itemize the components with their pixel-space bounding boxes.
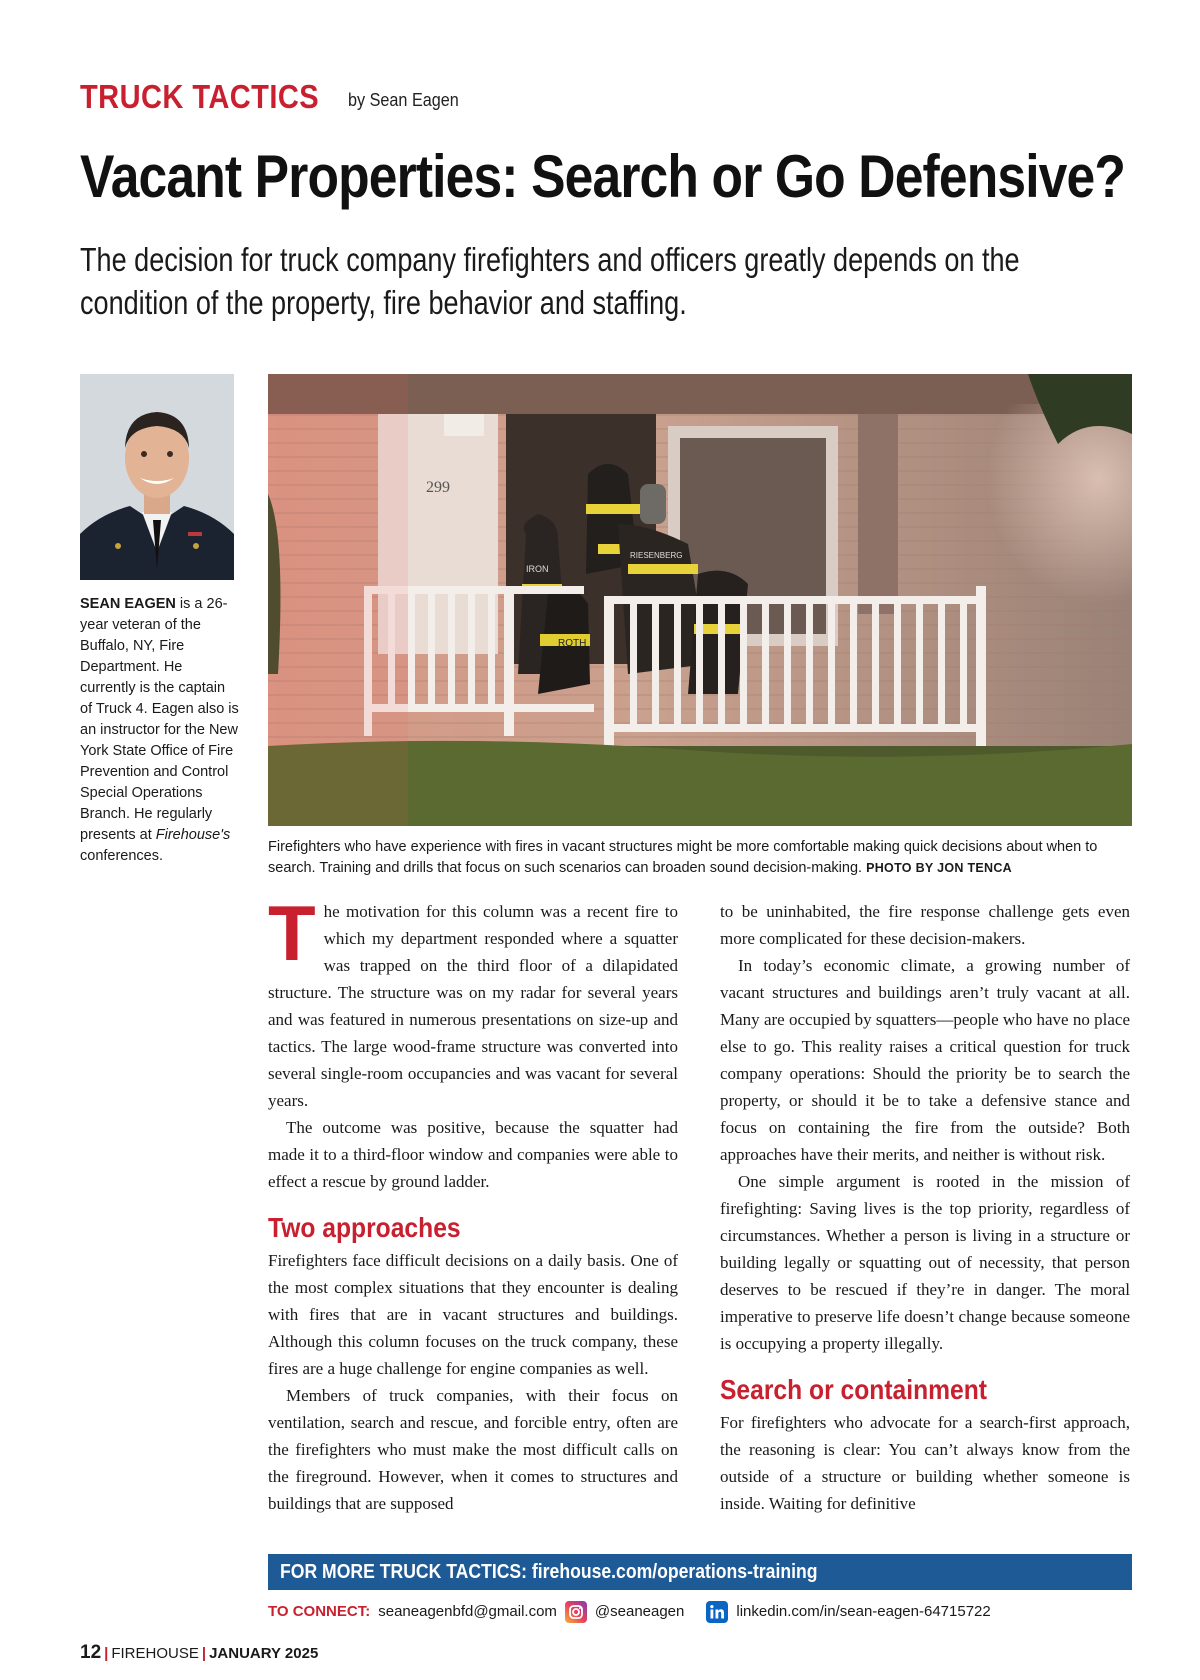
author-photo <box>80 374 234 580</box>
instagram-handle[interactable]: @seaneagen <box>594 1603 685 1620</box>
paragraph-2: The outcome was positive, because the squatter had made it to a third-floor window and companies were able to effect a rescue by ground ladder. <box>268 1118 678 1191</box>
paragraph-3: Firefighters face difficult decisions on a daily basis. One of the most complex situations that they encounter is dealing with fires that are in vacant structures and buildings. Although this column focuses on the truck company, these fires are a huge challenge for engine companies as well. <box>268 1251 678 1378</box>
paragraph-4: Members of truck companies, with their focus on ventilation, search and rescue, and forcible entry, often are the firefighters who must make the most difficult calls on the fireground. However, when it comes to structures and buildings that are supposed <box>268 1386 678 1513</box>
paragraph-8: For firefighters who advocate for a search-first approach, the reasoning is clear: You can’t always know from the outside of a structure or building whether someone is inside. Waiting for definitive <box>720 1413 1130 1513</box>
deck: The decision for truck company firefighters and officers greatly depends on the condition of the property, fire behavior and staffing. <box>80 241 1020 321</box>
page-number: 12 <box>80 1642 102 1663</box>
instagram-icon <box>565 1601 587 1623</box>
turnout-name-roth: ROTH <box>558 638 587 649</box>
house-number: 299 <box>426 479 450 496</box>
photo-credit: PHOTO BY JON TENCA <box>866 861 1013 875</box>
author-bio-text: is a 26-year veteran of the Buffalo, NY, Fire Department. He currently is the captain of Truck 4. Eagen also is an instructor for the New York State Office of Fire Prevention and Control Special Operations Branch. He regularly presents at <box>80 596 239 843</box>
caption-text: Firefighters who have experience with fires in vacant structures might be more comfortable making quick decisions about when to search. Training and drills that focus on such scenarios can broaden sound decision-making. <box>268 839 1098 876</box>
section-label <box>80 78 471 116</box>
paragraph-1 <box>268 889 678 1114</box>
paragraph-1-text: he motivation for this column was a recent fire to which my department responded where a squatter was trapped on the third floor of a dilapidated structure. The structure was on my radar for several years and was featured in numerous presentations on size-up and tactics. The large wood-frame structure was converted into several single-room occupancies and was vacant for several years. <box>268 902 678 1110</box>
linkedin-icon <box>706 1601 728 1623</box>
more-tactics-bar <box>268 1554 1132 1590</box>
body-column-right <box>720 898 1130 1517</box>
photo-caption <box>268 837 1132 879</box>
byline: by Sean Eagen <box>347 90 459 110</box>
connect-row <box>268 1598 991 1626</box>
issue-date: JANUARY 2025 <box>209 1645 319 1662</box>
section-kicker: TRUCK TACTICS <box>80 78 320 115</box>
paragraph-7: One simple argument is rooted in the mission of firefighting: Saving lives is the top priority, regardless of circumstances. Whether a person is living in a structure or building legally or squatting out of necessity, that person deserves to be rescued if they’re in danger. The moral imperative to preserve life doesn’t change because someone is occupying a property illegally. <box>720 1172 1130 1353</box>
connect-label: TO CONNECT: <box>268 1603 371 1620</box>
author-bio <box>80 594 240 867</box>
hero-photo <box>268 374 1132 826</box>
more-label: FOR MORE TRUCK TACTICS: <box>280 1561 528 1583</box>
more-link[interactable]: firehouse.com/operations-training <box>531 1561 818 1583</box>
subhead-search-containment: Search or containment <box>720 1374 987 1405</box>
headline: Vacant Properties: Search or Go Defensive? <box>80 143 1126 210</box>
paragraph-5: to be uninhabited, the fire response challenge gets even more complicated for these decision-makers. <box>720 902 1130 948</box>
page-folio: 12 | FIREHOUSE | JANUARY 2025 <box>80 1642 319 1663</box>
author-bio-italic: Firehouse's <box>155 827 231 843</box>
paragraph-6: In today’s economic climate, a growing number of vacant structures and buildings aren’t truly vacant at all. Many are occupied by squatters—people who have no place else to go. This reality raises a critical question for truck company operations: Should the priority be to search the property, or should it be to take a defensive stance and focus on containing the fire from the outside? Both approaches have their merits, and neither is without risk. <box>720 956 1130 1164</box>
magazine-name: FIREHOUSE <box>111 1645 199 1662</box>
linkedin-link[interactable]: linkedin.com/in/sean-eagen-64715722 <box>736 1603 991 1620</box>
author-bio-end: conferences. <box>80 848 164 864</box>
turnout-name-iron: IRON <box>526 564 549 574</box>
dropcap: T <box>268 889 316 977</box>
author-name: SEAN EAGEN <box>80 596 176 612</box>
email-link[interactable]: seaneagenbfd@gmail.com <box>378 1603 557 1620</box>
turnout-name-riesenberg: RIESENBERG <box>630 551 683 560</box>
body-column-left <box>268 889 678 1517</box>
subhead-two-approaches: Two approaches <box>268 1212 461 1243</box>
